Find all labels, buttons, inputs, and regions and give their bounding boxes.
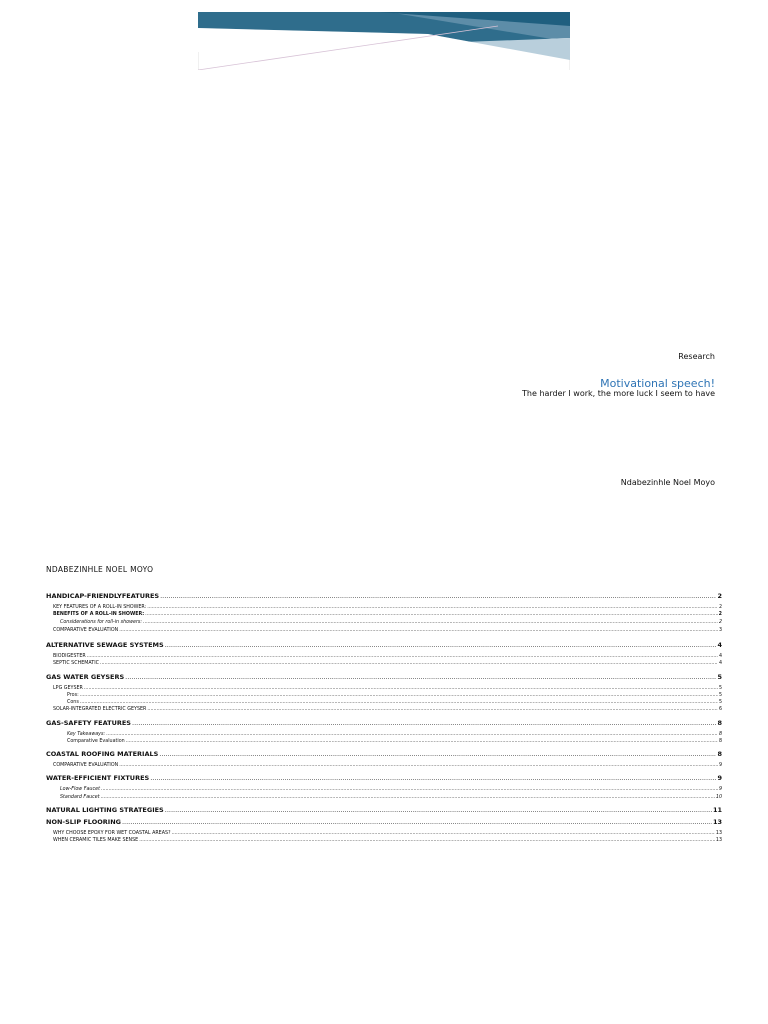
toc-entry[interactable]: COMPARATIVE EVALUATION ..... 9: [46, 763, 722, 768]
toc-entry[interactable]: Comparative Evaluation ..... 8: [46, 739, 722, 744]
tagline: The harder I work, the more luck I seem to have: [522, 389, 715, 398]
toc-entry[interactable]: WHEN CERAMIC TILES MAKE SENSE ..... 13: [46, 838, 722, 843]
toc-entry[interactable]: Considerations for roll-in showers: ..... 2: [46, 620, 722, 625]
toc-entry[interactable]: Cons ..... 5: [46, 700, 722, 705]
author-name-caps: NDABEZINHLE NOEL MOYO: [46, 565, 154, 574]
toc-entry[interactable]: LPG GEYSER ..... 5: [46, 686, 722, 691]
toc-entry[interactable]: BENEFITS OF A ROLL-IN SHOWER: ..... 2: [46, 612, 722, 617]
toc-entry[interactable]: Low-Flow Faucet ..... 9: [46, 787, 722, 792]
toc-entry[interactable]: NON-SLIP FLOORING ..... 13: [46, 818, 722, 826]
toc-entry[interactable]: SEPTIC SCHEMATIC ..... 4: [46, 661, 722, 666]
toc-entry[interactable]: KEY FEATURES OF A ROLL-IN SHOWER: ..... 2: [46, 605, 722, 610]
author-name: Ndabezinhle Noel Moyo: [620, 478, 715, 487]
toc-entry[interactable]: WHY CHOOSE EPOXY FOR WET COASTAL AREAS? ..... 13: [46, 831, 722, 836]
toc-entry[interactable]: WATER-EFFICIENT FIXTURES ..... 9: [46, 774, 722, 782]
toc-entry[interactable]: Pros: ..... 5: [46, 693, 722, 698]
motivational-title: Motivational speech!: [600, 377, 715, 390]
toc-entry[interactable]: GAS-SAFETY FEATURES ..... 8: [46, 719, 722, 727]
toc-entry[interactable]: ALTERNATIVE SEWAGE SYSTEMS ..... 4: [46, 641, 722, 649]
research-label: Research: [678, 352, 715, 361]
toc-entry[interactable]: SOLAR-INTEGRATED ELECTRIC GEYSER ..... 6: [46, 707, 722, 712]
toc-entry[interactable]: COASTAL ROOFING MATERIALS ..... 8: [46, 750, 722, 758]
toc-entry[interactable]: Key Takeaways: ..... 8: [46, 732, 722, 737]
toc-entry[interactable]: NATURAL LIGHTING STRATEGIES ..... 11: [46, 806, 722, 814]
toc-entry[interactable]: COMPARATIVE EVALUATION ..... 3: [46, 628, 722, 633]
toc-entry[interactable]: BIODIGESTER ..... 4: [46, 654, 722, 659]
toc-entry[interactable]: Standard Faucet ..... 10: [46, 795, 722, 800]
toc-entry[interactable]: HANDICAP-FRIENDLYFEATURES ..... 2: [46, 592, 722, 600]
header-banner-graphic: [198, 12, 570, 70]
toc-entry[interactable]: GAS WATER GEYSERS ..... 5: [46, 673, 722, 681]
